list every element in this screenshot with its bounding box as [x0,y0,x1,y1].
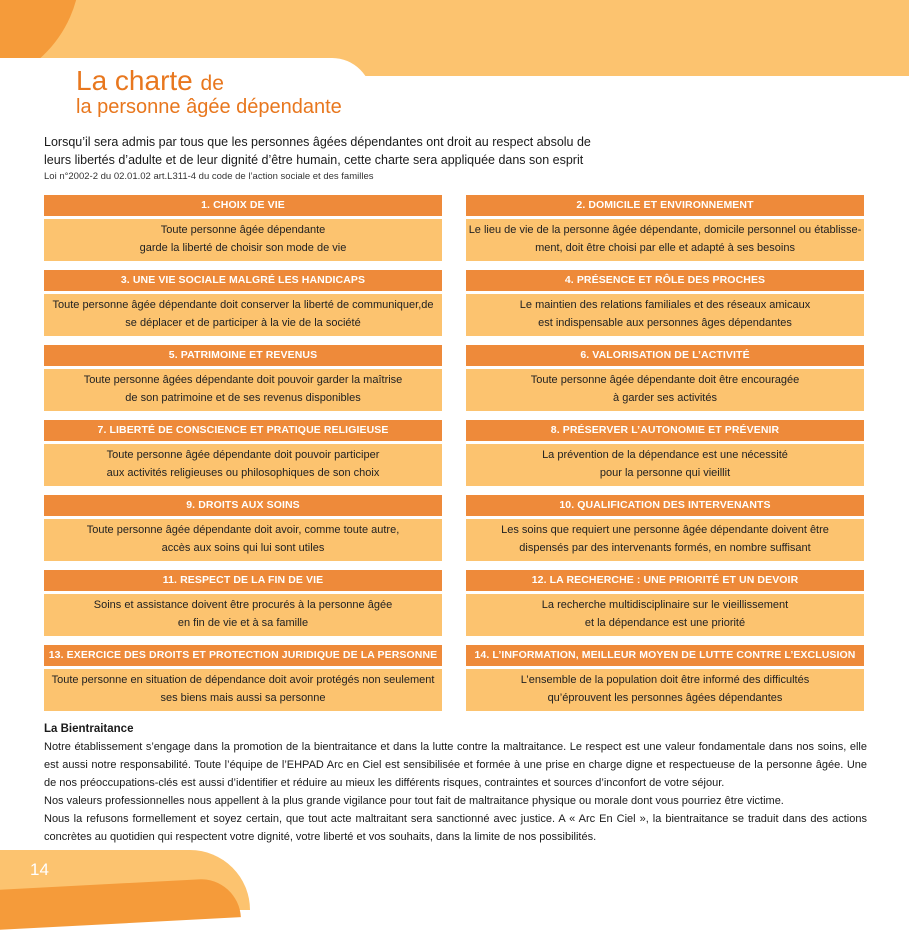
charter-card-11 [44,570,442,636]
charter-card-title: 11. RESPECT DE LA FIN DE VIE [44,570,442,591]
page-title-main: La charte [76,65,193,96]
charter-card-text [466,444,864,486]
charter-card-text [466,294,864,336]
charter-card-text [44,594,442,636]
charter-card-title: 14. L’INFORMATION, MEILLEUR MOYEN DE LUTTE CONTRE L’EXCLUSION [466,645,864,666]
charter-card-line: en fin de vie et à sa famille [177,617,309,629]
charter-card-text [44,519,442,561]
charter-card-2 [466,195,864,261]
charter-row [44,195,864,261]
charter-card-title: 13. EXERCICE DES DROITS ET PROTECTION JURIDIQUE DE LA PERSONNE [44,645,442,666]
charter-card-title: 1. CHOIX DE VIE [44,195,442,216]
charter-card-line: Toute personne en situation de dépendance doit avoir protégés non seulement [51,674,435,686]
charter-card-line: Toute personne âgées dépendante doit pouvoir garder la maîtrise [83,374,403,386]
charter-card-line: La recherche multidisciplinaire sur le vieillissement [541,599,789,611]
charter-card-line: ment, doit être choisi par elle et adapté à ses besoins [535,242,795,254]
charter-card-line: Toute personne âgée dépendante doit avoir, comme toute autre, [86,524,400,536]
charter-card-line: Les soins que requiert une personne âgée dépendante doivent être [501,524,829,536]
charter-card-text [44,219,442,261]
charter-card-8 [466,420,864,486]
charter-card-text [466,369,864,411]
charter-card-4 [466,270,864,336]
charter-card-9 [44,495,442,561]
charter-card-line: Toute personne âgée dépendante doit conserver la liberté de communiquer,de [52,299,434,311]
charter-card-title: 7. LIBERTÉ DE CONSCIENCE ET PRATIQUE RELIGIEUSE [44,420,442,441]
charter-card-5 [44,345,442,411]
charter-card-title: 3. UNE VIE SOCIALE MALGRÉ LES HANDICAPS [44,270,442,291]
charter-card-text [466,669,864,711]
charter-card-title: 10. QUALIFICATION DES INTERVENANTS [466,495,864,516]
charter-row [44,420,864,486]
charter-row [44,345,864,411]
charter-card-line: Toute personne âgée dépendante [160,224,326,236]
charter-card-line: L’ensemble de la population doit être informé des difficultés [520,674,810,686]
charter-row [44,645,864,711]
charter-card-10 [466,495,864,561]
charter-card-title: 8. PRÉSERVER L’AUTONOMIE ET PRÉVENIR [466,420,864,441]
charter-card-line: pour la personne qui vieillit [599,467,731,479]
charter-card-line: garde la liberté de choisir son mode de vie [139,242,347,254]
charter-card-line: est indispensable aux personnes âges dépendantes [538,317,792,329]
bientraitance-paragraph-3: Nous la refusons formellement et soyez certain, que tout acte maltraitant sera sanctionné avec justice. A « Arc En Ciel », la bientraitance se traduit dans des actions concrètes au quotidien qui respectent votre dignité, votre liberté et vos souhaits, dans la limite de nos possibilités. [44,813,867,843]
charter-card-text [44,669,442,711]
charter-card-title: 5. PATRIMOINE ET REVENUS [44,345,442,366]
charter-card-text [466,594,864,636]
page-title-small: de [200,72,224,95]
charter-card-12 [466,570,864,636]
bientraitance-heading: La Bientraitance [44,723,134,735]
charter-card-text [44,444,442,486]
charter-card-line: ses biens mais aussi sa personne [160,692,326,704]
charter-card-title: 2. DOMICILE ET ENVIRONNEMENT [466,195,864,216]
law-reference: Loi n°2002-2 du 02.01.02 art.L311-4 du code de l’action sociale et des familles [44,171,374,182]
charter-card-line: se déplacer et de participer à la vie de la société [125,317,361,329]
charter-card-title: 6. VALORISATION DE L’ACTIVITÉ [466,345,864,366]
charter-card-line: accès aux soins qui lui sont utiles [161,542,325,554]
charter-card-line: et la dépendance est une priorité [584,617,746,629]
charter-card-7 [44,420,442,486]
charter-card-line: aux activités religieuses ou philosophiques de son choix [106,467,380,479]
charter-card-line: qu’éprouvent les personnes âgées dépendantes [547,692,783,704]
charter-card-line: La prévention de la dépendance est une nécessité [542,449,788,461]
charter-card-1 [44,195,442,261]
charter-card-text [44,294,442,336]
charter-card-6 [466,345,864,411]
bientraitance-paragraph-2: Nos valeurs professionnelles nous appellent à la plus grande vigilance pour tout fait de maltraitance physique ou morale dont vous pourriez être victime. [44,795,784,807]
charter-row [44,270,864,336]
page-subtitle: la personne âgée dépendante [76,96,342,118]
bientraitance-section [44,720,867,846]
intro-line-2: leurs libertés d’adulte et de leur dignité d’être humain, cette charte sera appliquée dans son esprit [44,153,584,167]
page-number: 14 [30,860,49,879]
charter-card-3 [44,270,442,336]
charter-card-title: 4. PRÉSENCE ET RÔLE DES PROCHES [466,270,864,291]
charter-card-line: Toute personne âgée dépendante doit pouvoir participer [106,449,380,461]
charter-card-14 [466,645,864,711]
charter-row [44,570,864,636]
charter-card-line: de son patrimoine et de ses revenus disponibles [125,392,361,404]
charter-grid [44,195,864,720]
charter-card-text [44,369,442,411]
charter-card-line: à garder ses activités [613,392,717,404]
charter-card-line: dispensés par des intervenants formés, en nombre suffisant [519,542,811,554]
intro-paragraph [44,133,874,169]
charter-card-line: Le maintien des relations familiales et des réseaux amicaux [519,299,811,311]
charter-card-title: 9. DROITS AUX SOINS [44,495,442,516]
charter-row [44,495,864,561]
bientraitance-paragraph-1: Notre établissement s’engage dans la promotion de la bientraitance et dans la lutte contre la maltraitance. Le respect est une valeur fondamentale dans nos soins, elle est aussi notre responsabilité. Toute l’équipe de l’EHPAD Arc en Ciel est sensibilisée et formée à une prise en charge digne et respectueuse de la personne âgée. Une de nos préoccupations-clés est aussi d’identifier et réduire au mieux les différents risques, contraintes et sources d’inconfort de votre séjour. [44,741,867,789]
charter-card-13 [44,645,442,711]
intro-line-1: Lorsqu’il sera admis par tous que les personnes âgées dépendantes ont droit au respect absolu de [44,135,591,149]
charter-card-text [466,219,864,261]
charter-card-line: Toute personne âgée dépendante doit être encouragée [530,374,800,386]
charter-card-title: 12. LA RECHERCHE : UNE PRIORITÉ ET UN DEVOIR [466,570,864,591]
charter-card-text [466,519,864,561]
charter-card-line: Le lieu de vie de la personne âgée dépendante, domicile personnel ou établisse- [468,224,862,236]
charter-card-line: Soins et assistance doivent être procurés à la personne âgée [93,599,393,611]
